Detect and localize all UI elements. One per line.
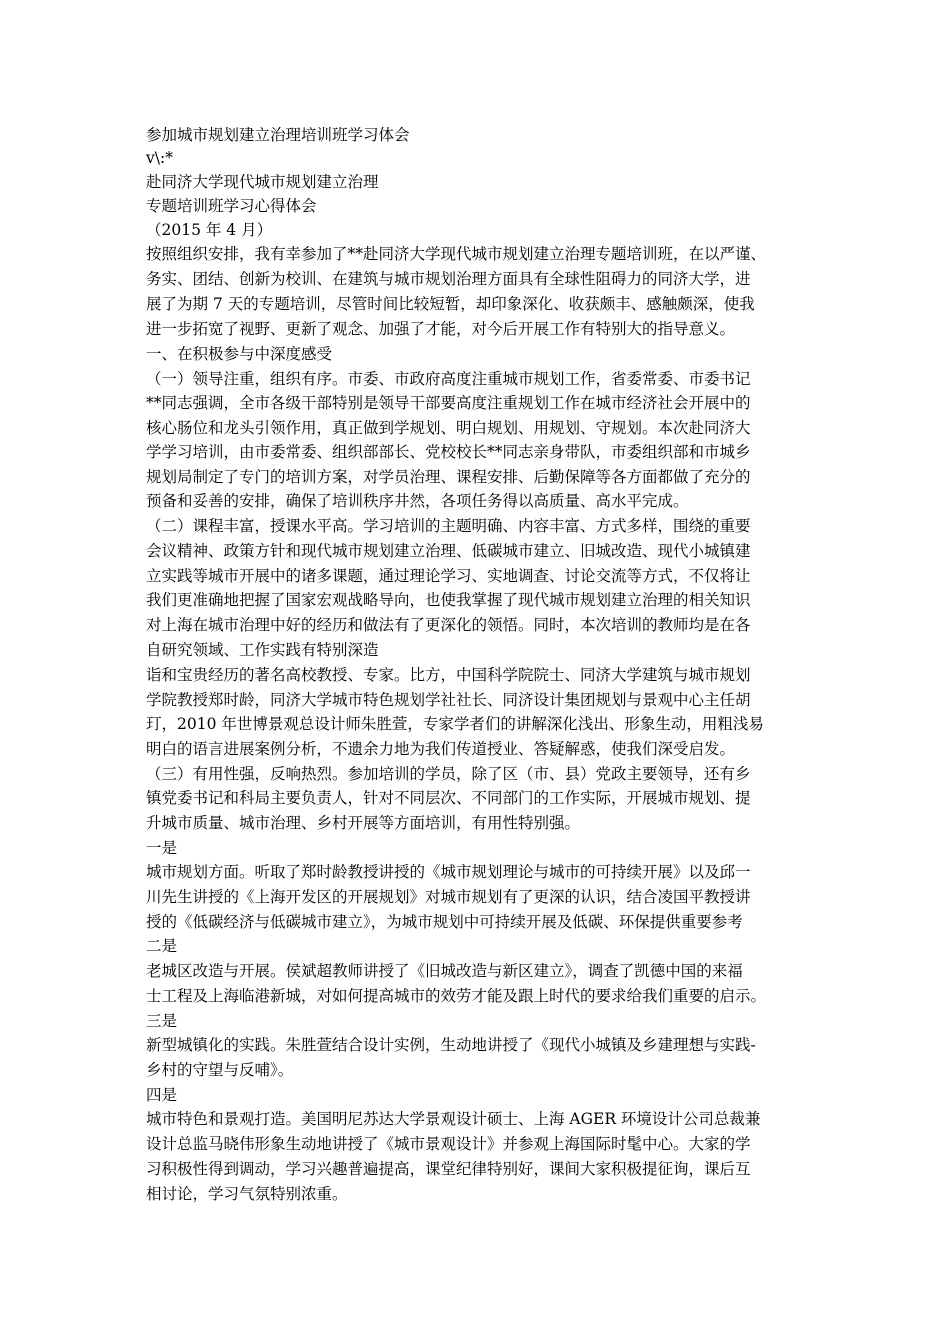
text-line: （二）课程丰富，授课水平高。学习培训的主题明确、内容丰富、方式多样，围绕的重要: [146, 517, 751, 535]
text-line: 三是: [146, 1012, 178, 1030]
text-line: 老城区改造与开展。侯斌超教师讲授了《旧城改造与新区建立》，调查了凯德中国的来福: [146, 962, 743, 980]
text-line: （一）领导注重，组织有序。市委、市政府高度注重城市规划工作，省委常委、市委书记: [146, 370, 751, 388]
text-line: （三）有用性强，反响热烈。参加培训的学员，除了区（市、县）党政主要领导，还有乡: [146, 765, 751, 783]
text-line: 城市特色和景观打造。美国明尼苏达大学景观设计硕士、上海 AGER 环境设计公司总裁兼: [146, 1110, 761, 1128]
text-line: 川先生讲授的《上海开发区的开展规划》对城市规划有了更深的认识，结合凌国平教授讲: [146, 888, 751, 906]
text-line: 一、在积极参与中深度感受: [146, 345, 333, 363]
text-line: 规划局制定了专门的培训方案，对学员治理、课程安排、后勤保障等各方面都做了充分的: [146, 468, 751, 486]
text-line: 务实、团结、创新为校训、在建筑与城市规划治理方面具有全球性阻碍力的同济大学，进: [146, 270, 751, 288]
text-line: 新型城镇化的实践。朱胜萱结合设计实例，生动地讲授了《现代小城镇及乡建理想与实践-: [146, 1036, 756, 1054]
text-line: 设计总监马晓伟形象生动地讲授了《城市景观设计》并参观上海国际时髦中心。大家的学: [146, 1135, 751, 1153]
text-line: 习积极性得到调动，学习兴趣普遍提高，课堂纪律特别好，课间大家积极提征询，课后互: [146, 1160, 751, 1178]
text-line: 进一步拓宽了视野、更新了观念、加强了才能，对今后开展工作有特别大的指导意义。: [146, 320, 736, 338]
text-line: 授的《低碳经济与低碳城市建立》，为城市规划中可持续开展及低碳、环保提供重要参考: [146, 913, 743, 931]
text-line: （2015 年 4 月）: [146, 221, 273, 239]
text-line: 自研究领域、工作实践有特别深造: [146, 641, 379, 659]
text-line: 对上海在城市治理中好的经历和做法有了更深化的领悟。同时，本次培训的教师均是在各: [146, 616, 751, 634]
text-line: 四是: [146, 1086, 178, 1104]
text-line: 学院教授郑时龄，同济大学城市特色规划学社社长、同济设计集团规划与景观中心主任胡: [146, 691, 751, 709]
text-line: 二是: [146, 937, 178, 955]
text-line: 士工程及上海临港新城，对如何提高城市的效劳才能及跟上时代的要求给我们重要的启示。: [146, 987, 767, 1005]
text-line: 诣和宝贵经历的著名高校教授、专家。比方，中国科学院院士、同济大学建筑与城市规划: [146, 666, 751, 684]
text-line: 核心肠位和龙头引领作用，真正做到学规划、明白规划、用规划、守规划。本次赴同济大: [146, 419, 751, 437]
text-line: 参加城市规划建立治理培训班学习体会: [146, 126, 410, 144]
text-line: 乡村的守望与反哺》。: [146, 1061, 294, 1079]
text-line: 按照组织安排，我有幸参加了**赴同济大学现代城市规划建立治理专题培训班，在以严谨、: [146, 245, 767, 263]
text-line: 明白的语言进展案例分析，不遗余力地为我们传道授业、答疑解惑，使我们深受启发。: [146, 740, 736, 758]
text-line: 镇党委书记和科局主要负责人，针对不同层次、不同部门的工作实际，开展城市规划、提: [146, 789, 751, 807]
text-line: v\:*: [146, 149, 173, 167]
text-line: 立实践等城市开展中的诸多课题，通过理论学习、实地调查、讨论交流等方式，不仅将让: [146, 567, 751, 585]
text-line: **同志强调，全市各级干部特别是领导干部要高度注重规划工作在城市经济社会开展中的: [146, 394, 751, 412]
text-line: 赴同济大学现代城市规划建立治理: [146, 173, 379, 191]
text-line: 玎，2010 年世博景观总设计师朱胜萱，专家学者们的讲解深化浅出、形象生动，用粗浅易: [146, 715, 764, 733]
text-line: 一是: [146, 839, 178, 857]
text-line: 专题培训班学习心得体会: [146, 197, 317, 215]
text-line: 升城市质量、城市治理、乡村开展等方面培训，有用性特别强。: [146, 814, 581, 832]
text-line: 相讨论，学习气氛特别浓重。: [146, 1185, 348, 1203]
text-line: 城市规划方面。听取了郑时龄教授讲授的《城市规划理论与城市的可持续开展》以及邱一: [146, 863, 751, 881]
text-line: 我们更准确地把握了国家宏观战略导向，也使我掌握了现代城市规划建立治理的相关知识: [146, 591, 751, 609]
text-line: 展了为期 7 天的专题培训，尽管时间比较短暂，却印象深化、收获颇丰、感触颇深，使我: [146, 295, 755, 313]
text-line: 预备和妥善的安排，确保了培训秩序井然，各项任务得以高质量、高水平完成。: [146, 492, 689, 510]
text-line: 会议精神、政策方针和现代城市规划建立治理、低碳城市建立、旧城改造、现代小城镇建: [146, 542, 751, 560]
text-line: 学学习培训，由市委常委、组织部部长、党校校长**同志亲身带队，市委组织部和市城乡: [146, 443, 751, 461]
